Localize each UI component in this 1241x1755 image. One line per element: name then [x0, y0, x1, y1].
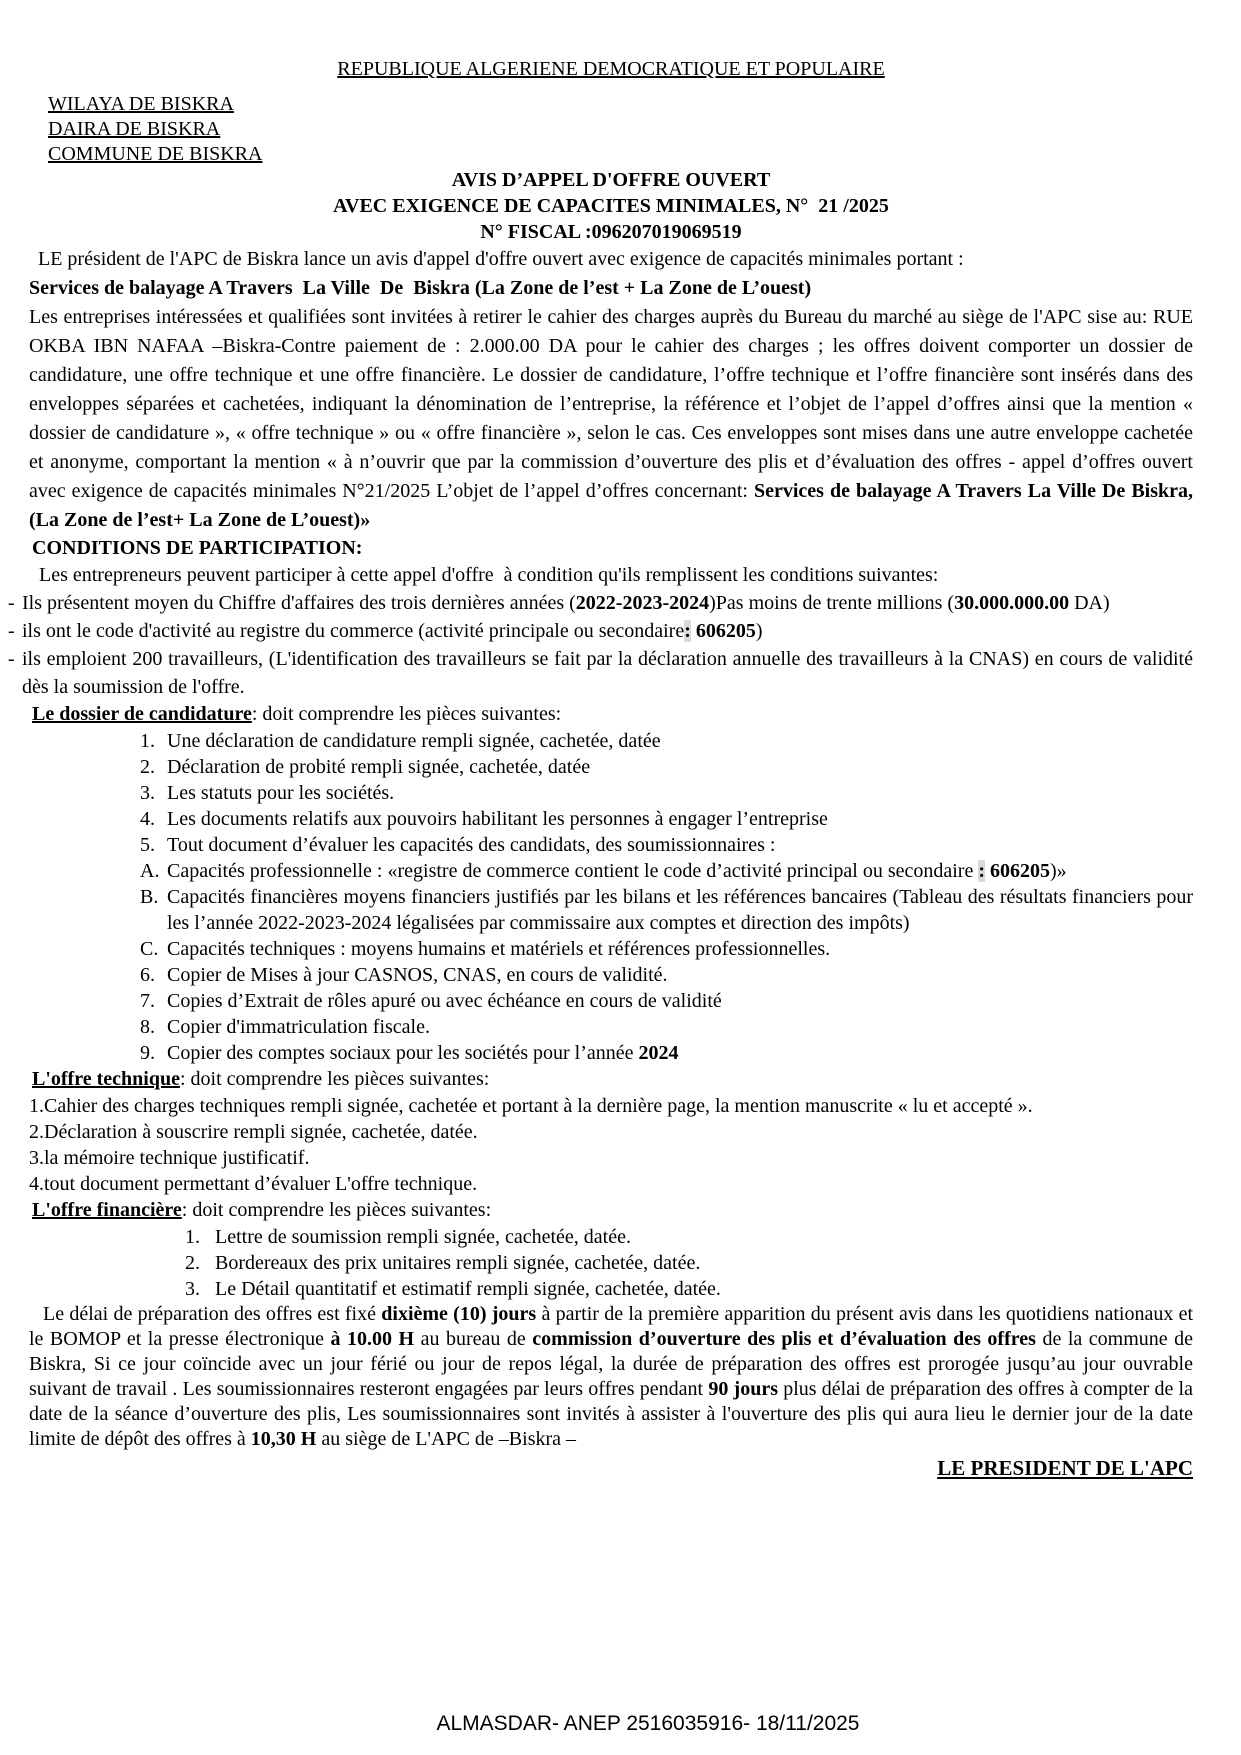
- list-item: [185, 1276, 1193, 1302]
- validity-bold-run: 90 jours: [708, 1378, 778, 1400]
- heading-underlined-run: Le dossier de candidature: [32, 703, 252, 725]
- conditions-heading: CONDITIONS DE PARTICIPATION:: [32, 537, 363, 559]
- list-marker: C.: [140, 938, 159, 960]
- list-item: [140, 728, 1193, 754]
- fiscal-number-line: N° FISCAL :096207019069519: [480, 221, 742, 243]
- opening-time-bold-run: 10,30 H: [250, 1428, 317, 1450]
- list-marker: 3.: [185, 1278, 200, 1300]
- issuer-block: [48, 92, 1193, 167]
- list-marker: 7.: [140, 990, 155, 1012]
- list-item: [140, 962, 1193, 988]
- text-run: DA): [1069, 592, 1110, 614]
- list-marker: -: [8, 620, 15, 642]
- intro-paragraph: LE président de l'APC de Biskra lance un avis d'appel d'offre ouvert avec exigence de capacités minimales portant :: [38, 248, 964, 270]
- heading-rest-run: : doit comprendre les pièces suivantes:: [179, 1068, 490, 1090]
- list-marker: 1.: [29, 1095, 44, 1117]
- condition-item-turnover: [8, 589, 1193, 617]
- conditions-list: [8, 589, 1193, 701]
- list-marker: 1.: [140, 730, 155, 752]
- list-item: [140, 806, 1193, 832]
- code-bold-run: 606205: [690, 620, 756, 642]
- list-item: [140, 988, 1193, 1014]
- years-bold-run: 2022-2023-2024: [575, 592, 710, 614]
- condition-text: ils emploient 200 travailleurs, (L'identification des travailleurs se fait par la déclaration annuelle des travailleurs à la CNAS) en cours de validité dès la soumission de l'offre.: [22, 648, 1193, 698]
- text-run: )»: [1050, 860, 1067, 882]
- list-marker: 4.: [29, 1173, 44, 1195]
- item-text: Copier d'immatriculation fiscale.: [167, 1016, 430, 1038]
- highlighted-colon: :: [684, 620, 691, 642]
- list-marker: 2.: [29, 1121, 44, 1143]
- heading-rest-run: : doit comprendre les pièces suivantes:: [251, 703, 562, 725]
- text-run: Capacités professionnelle : «registre de commerce contient le code d’activité principal ou secondaire: [167, 860, 979, 882]
- item-text: Capacités techniques : moyens humains et matériels et références professionnelles.: [167, 938, 831, 960]
- item-text: Déclaration de probité rempli signée, cachetée, datée: [167, 756, 591, 778]
- list-marker: 3.: [29, 1147, 44, 1169]
- item-text: Déclaration à souscrire rempli signée, cachetée, datée.: [44, 1121, 478, 1143]
- commission-bold-run: commission d’ouverture des plis et d’évaluation des offres: [532, 1328, 1036, 1350]
- list-marker: A.: [140, 860, 160, 882]
- list-item: [29, 1171, 1193, 1197]
- list-item: [185, 1224, 1193, 1250]
- list-marker: 2.: [185, 1252, 200, 1274]
- list-marker: 3.: [140, 782, 155, 804]
- list-item: [29, 1119, 1193, 1145]
- item-text: tout document permettant d’évaluer L'offre technique.: [44, 1173, 478, 1195]
- condition-text: [22, 589, 1193, 617]
- item-text: Une déclaration de candidature rempli signée, cachetée, datée: [167, 730, 661, 752]
- text-run: ): [755, 620, 763, 642]
- text-run: Copier des comptes sociaux pour les sociétés pour l’année: [167, 1042, 639, 1064]
- item-text: la mémoire technique justificatif.: [44, 1147, 310, 1169]
- list-item: [140, 1014, 1193, 1040]
- list-item-professional-capacities: [140, 858, 1193, 884]
- list-item-financial-capacities: [140, 884, 1193, 936]
- item-text: Tout document d’évaluer les capacités des candidats, des soumissionnaires :: [167, 834, 776, 856]
- deadline-bold-run: dixième (10) jours: [381, 1303, 537, 1325]
- text-run: à partir de la première apparition du présent avis dans les quotidiens nationaux et le BOMOP et la presse électronique: [29, 1303, 1194, 1350]
- amount-bold-run: 30.000.000.00: [954, 592, 1070, 614]
- signature-line: [29, 1454, 1193, 1482]
- list-item: [140, 832, 1193, 858]
- item-text: Les statuts pour les sociétés.: [167, 782, 395, 804]
- financial-offer-heading: [32, 1197, 1193, 1224]
- text-run: plus délai de préparation des offres à compter de la date de la séance d’ouverture des plis, Les soumissionnaires sont invités à assister à l'ouverture des plis qui aura lieu le dernier jour de la date limite de dépôt des offres à: [29, 1378, 1193, 1450]
- condition-item-activity-code: [8, 617, 1193, 645]
- item-text: [167, 1040, 1193, 1066]
- conditions-intro: Les entrepreneurs peuvent participer à cette appel d'offre à condition qu'ils remplissent les conditions suivantes:: [29, 564, 939, 586]
- list-item: [185, 1250, 1193, 1276]
- financial-offer-list: [185, 1224, 1193, 1302]
- commune-line: COMMUNE DE BISKRA: [48, 143, 263, 165]
- list-item: [140, 780, 1193, 806]
- list-marker: B.: [140, 886, 159, 908]
- president-signature: LE PRESIDENT DE L'APC: [937, 1456, 1193, 1480]
- item-text: Le Détail quantitatif et estimatif rempli signée, cachetée, datée.: [215, 1278, 721, 1300]
- list-item: [29, 1145, 1193, 1171]
- heading-underlined-run: L'offre technique: [32, 1068, 180, 1090]
- technical-offer-list: [29, 1093, 1193, 1197]
- item-text: Copier de Mises à jour CASNOS, CNAS, en cours de validité.: [167, 964, 668, 986]
- item-text: Les documents relatifs aux pouvoirs habilitant les personnes à engager l’entreprise: [167, 808, 828, 830]
- year-bold-run: 2024: [638, 1042, 679, 1064]
- item-text: [167, 858, 1193, 884]
- list-marker: 1.: [185, 1226, 200, 1248]
- item-text: Copies d’Extrait de rôles apuré ou avec échéance en cours de validité: [167, 990, 722, 1012]
- time-bold-run: à 10.00 H: [330, 1328, 415, 1350]
- candidature-file-heading: [32, 701, 1193, 728]
- list-marker: -: [8, 592, 15, 614]
- list-item: [140, 754, 1193, 780]
- contract-object-line: Services de balayage A Travers La Ville De Biskra (La Zone de l’est + La Zone de L’ouest): [29, 277, 812, 299]
- publication-footer: ALMASDAR- ANEP 2516035916- 18/11/2025: [436, 1712, 860, 1735]
- list-marker: 4.: [140, 808, 155, 830]
- list-item: [29, 1093, 1193, 1119]
- list-marker: 2.: [140, 756, 155, 778]
- code-bold-run: 606205: [985, 860, 1051, 882]
- technical-offer-heading: [32, 1066, 1193, 1093]
- heading-underlined-run: L'offre financière: [32, 1199, 182, 1221]
- list-marker: 5.: [140, 834, 155, 856]
- republic-title: REPUBLIQUE ALGERIENE DEMOCRATIQUE ET POPULAIRE: [337, 58, 885, 80]
- text-run: au siège de L'APC de –Biskra –: [316, 1428, 577, 1450]
- list-marker: -: [8, 648, 15, 670]
- notice-title-line1: AVIS D’APPEL D'OFFRE OUVERT: [451, 169, 771, 191]
- heading-rest-run: : doit comprendre les pièces suivantes:: [181, 1199, 492, 1221]
- main-paragraph: [29, 303, 1193, 535]
- wilaya-line: WILAYA DE BISKRA: [48, 93, 234, 115]
- text-run: Les entreprises intéressées et qualifiées sont invitées à retirer le cahier des charges auprès du Bureau du marché au siège de l'APC sise au: RUE OKBA IBN NAFAA –Biskra-Contre paiement de : 2.000.00 DA pour le cahier des charges ; les offres doivent comporter un dossier de candidature, une offre technique et une offre financière. Le dossier de candidature, l’offre technique et l’offre financière sont insérés dans des enveloppes séparées et cachetées, indiquant la dénomination de l’entreprise, la référence et l’objet de l’appel d’offres ainsi que la mention « dossier de candidature », « offre technique » ou « offre financière », selon le cas. Ces enveloppes sont mises dans une autre enveloppe cachetée et anonyme, comportant la mention « à n’ouvrir que par la commission d’ouverture des plis et d’évaluation des offres - appel d’offres ouvert avec exigence de capacités minimales N°21/2025 L’objet de l’appel d’offres concernant:: [29, 306, 1193, 502]
- list-item: [140, 1040, 1193, 1066]
- item-text: Cahier des charges techniques rempli signée, cachetée et portant à la dernière page, la mention manuscrite « lu et accepté ».: [44, 1095, 1033, 1117]
- item-text: Capacités financières moyens financiers justifiés par les bilans et les références bancaires (Tableau des résultats financiers pour les l’année 2022-2023-2024 légalisées par commissaire aux comptes et direction des impôts): [167, 886, 1193, 934]
- item-text: Lettre de soumission rempli signée, cachetée, datée.: [215, 1226, 631, 1248]
- highlighted-colon: :: [978, 860, 986, 882]
- list-marker: 8.: [140, 1016, 155, 1038]
- condition-text: [22, 617, 1193, 645]
- list-item-technical-capacities: [140, 936, 1193, 962]
- text-run: )Pas moins de trente millions (: [709, 592, 955, 614]
- daira-line: DAIRA DE BISKRA: [48, 118, 221, 140]
- notice-title-line2: AVEC EXIGENCE DE CAPACITES MINIMALES, N° 21 /2025: [333, 195, 889, 217]
- item-text: Bordereaux des prix unitaires rempli signée, cachetée, datée.: [215, 1252, 701, 1274]
- list-marker: 9.: [140, 1042, 155, 1064]
- candidature-file-list: [140, 728, 1193, 1066]
- condition-item-workers: [8, 645, 1193, 701]
- object-bold-run: Services de balayage A Travers La Ville De Biskra, (La Zone de l’est+ La Zone de L’ouest)»: [29, 480, 1193, 531]
- text-run: de la commune de Biskra, Si ce jour coïncide avec un jour férié ou jour de repos légal, la durée de préparation des offres est prorogée jusqu’au jour ouvrable suivant de travail . Les soumissionnaires resteront engagées par leurs offres pendant: [29, 1328, 1194, 1400]
- text-run: Ils présentent moyen du Chiffre d'affaires des trois dernières années (: [22, 592, 576, 614]
- text-run: au bureau de: [414, 1328, 533, 1350]
- list-marker: 6.: [140, 964, 155, 986]
- text-run: Le délai de préparation des offres est fixé: [43, 1303, 382, 1325]
- text-run: ils ont le code d'activité au registre du commerce (activité principale ou secondaire: [22, 620, 685, 642]
- deadline-paragraph: [29, 1302, 1193, 1452]
